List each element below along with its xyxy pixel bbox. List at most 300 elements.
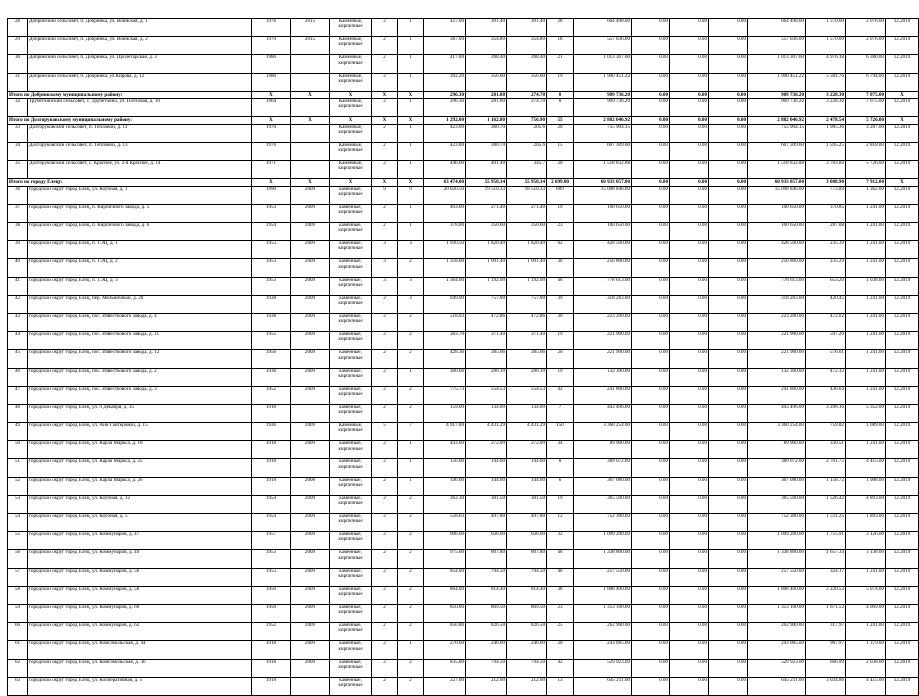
table-cell: 12 (547, 514, 574, 532)
table-cell: 367 080.00 (574, 477, 632, 495)
table-cell: 12.2019 (886, 495, 919, 513)
table-cell: 0.00 (709, 295, 748, 313)
table-cell: 0.00 (670, 295, 709, 313)
table-cell: 0.00 (632, 332, 670, 350)
table-cell: 23 (547, 223, 574, 241)
table-cell: 1 808 400.00 (748, 586, 806, 604)
table-row (8, 37, 919, 55)
table-row (8, 659, 919, 677)
subtotal-cell: X (330, 179, 372, 186)
table-cell: 0.00 (670, 19, 709, 37)
table-cell: 212.60 (466, 677, 507, 695)
table-cell: 664 498.00 (748, 19, 806, 37)
table-cell: 2 (372, 19, 398, 37)
subtotal-label: Итого по Долгоруковскому муниципальному району: (8, 117, 252, 124)
table-cell: 371.40 (466, 332, 507, 350)
table-row (8, 204, 919, 222)
address-cell: городской округ город Елец, пос. Известкового завода, д. 12 (28, 350, 252, 368)
table-cell: 2009 (291, 550, 330, 568)
table-cell: 317.97 (806, 623, 846, 641)
table-cell: 814.40 (466, 586, 507, 604)
table-row (8, 313, 919, 331)
table-row (8, 495, 919, 513)
table-row (8, 477, 919, 495)
table-cell: 12.2019 (886, 586, 919, 604)
table-cell: 0.00 (709, 586, 748, 604)
table-cell (291, 142, 330, 160)
address-cell: Добринский сельсовет, п. Добринка, ул. Пролетарская, д. 3 (28, 55, 252, 73)
table-cell: 15 098 846.00 (574, 186, 632, 204)
table-cell: 428 500.00 (748, 241, 806, 259)
table-cell: 0.00 (670, 259, 709, 277)
table-cell: 3 360 254.00 (574, 423, 632, 441)
table-cell: 0.00 (670, 495, 709, 513)
table-cell: 100 650.00 (748, 204, 806, 222)
table-body (8, 19, 919, 696)
table-cell: 100 650.00 (574, 204, 632, 222)
table-cell: 1 353 100.00 (574, 604, 632, 622)
table-cell: 597.20 (806, 332, 846, 350)
table-cell: каменные, кирпичные (330, 386, 372, 404)
table-cell: 443 496.00 (574, 404, 632, 422)
table-cell: 2 076.00 (846, 37, 886, 55)
table-cell: 1 089.00 (846, 423, 886, 441)
table-cell: 2 (398, 677, 424, 695)
table-cell: 144.00 (466, 459, 507, 477)
subtotal-label: Итого по городу Елецу: (8, 179, 252, 186)
table-cell: 2009 (291, 186, 330, 204)
table-cell: каменные, кирпичные (330, 441, 372, 459)
subtotal-cell: 274.70 (507, 91, 547, 98)
table-cell: 256 800.00 (748, 259, 806, 277)
table-cell: 2 (372, 641, 398, 659)
table-cell: 12.2019 (886, 568, 919, 586)
address-cell: Добринский сельсовет, п. Добринка, ул.Кирова, д. 12 (28, 73, 252, 91)
table-cell: 0.00 (670, 142, 709, 160)
table-cell: 2 (372, 99, 398, 117)
table-cell: 0.00 (632, 55, 670, 73)
table-cell: каменные, кирпичные (330, 368, 372, 386)
row-number-cell: 59 (8, 604, 28, 622)
address-cell: городской округ город Елец, ул. Ани Гайтеровой, д. 15 (28, 423, 252, 441)
table-cell: 271.40 (507, 204, 547, 222)
table-cell: 1 241.00 (846, 368, 886, 386)
table-cell: 3 126.00 (846, 532, 886, 550)
table-cell: 12.2019 (886, 350, 919, 368)
table-cell: 12.2019 (886, 19, 919, 37)
table-cell: 2 220.53 (806, 586, 846, 604)
address-cell: городской округ город Елец, пос. Известкового завода, д. 2 (28, 368, 252, 386)
table-cell: 330.51 (806, 441, 846, 459)
table-cell: 0.00 (632, 161, 670, 179)
subtotal-cell: 60 933 057.00 (574, 179, 632, 186)
table-cell: 2009 (291, 514, 330, 532)
table-cell: 1954 (252, 495, 291, 513)
table-cell: 398.40 (507, 55, 547, 73)
table-cell: 241 800.00 (574, 386, 632, 404)
address-cell: городской округ город Елец, ул. Комсомольская, д. 44 (28, 641, 252, 659)
table-cell: 9 (372, 186, 398, 204)
table-cell: 1 755.91 (806, 532, 846, 550)
address-cell: городской округ город Елец, ул. Коммунаров, д. 62 (28, 623, 252, 641)
table-cell: 1 990 451.22 (748, 73, 806, 91)
table-cell: 2 (398, 586, 424, 604)
table-cell: 2 (372, 550, 398, 568)
subtotal-cell: 1 292.00 (424, 117, 466, 124)
table-cell: 301.50 (466, 495, 507, 513)
table-cell: 497.80 (466, 514, 507, 532)
table-cell: 2 (372, 368, 398, 386)
address-cell: Добринский сельсовет, п. Добринка, ул. Воинская, д. 2 (28, 37, 252, 55)
table-cell: 794.50 (466, 568, 507, 586)
table-cell: 318 283.00 (574, 295, 632, 313)
table-cell: 144.00 (507, 459, 547, 477)
table-cell: 6 (547, 477, 574, 495)
table-cell: 241 800.00 (748, 386, 806, 404)
table-cell: 1 364.00 (424, 277, 466, 295)
table-cell: 2 (398, 550, 424, 568)
table-cell: 300.66 (424, 368, 466, 386)
table-cell: 2 (372, 586, 398, 604)
row-number-cell: 57 (8, 568, 28, 586)
table-cell: 7 (547, 404, 574, 422)
subtotal-cell: 0.00 (670, 179, 709, 186)
table-cell: 0.00 (632, 550, 670, 568)
table-cell: 0.00 (709, 37, 748, 55)
table-cell: 1 192.00 (507, 277, 547, 295)
table-cell: 1 099 200.00 (574, 532, 632, 550)
table-cell: 132 300.00 (748, 368, 806, 386)
table-cell: 1 091.40 (466, 259, 507, 277)
table-cell: 280.10 (507, 368, 547, 386)
table-cell: 0.00 (709, 241, 748, 259)
table-cell: 12.2019 (886, 659, 919, 677)
table-cell: 12.2019 (886, 677, 919, 695)
address-cell: городской округ город Елец, п. ТЭЦ, д. 2 (28, 259, 252, 277)
table-cell: 4 415.00 (846, 459, 886, 477)
table-cell: каменные, кирпичные (330, 532, 372, 550)
subtotal-cell: 0.00 (670, 91, 709, 98)
table-cell: 362.30 (424, 495, 466, 513)
table-cell: 529 923.00 (748, 659, 806, 677)
table-cell: 4 069.00 (846, 604, 886, 622)
table-cell: 3 228.30 (806, 99, 846, 117)
address-cell: городской округ город Елец, пос. Известкового завода, д. 3 (28, 386, 252, 404)
address-cell: городской округ город Елец, ул. Коммунаров, д. 47 (28, 532, 252, 550)
table-cell: 826.50 (507, 623, 547, 641)
table-cell: 3 (372, 277, 398, 295)
table-row (8, 459, 919, 477)
subtotal-cell: 5 726.00 (846, 117, 886, 124)
table-cell: 518.03 (424, 313, 466, 331)
table-cell: 1 988.00 (846, 477, 886, 495)
subtotal-cell: X (398, 117, 424, 124)
table-cell: 949.00 (424, 295, 466, 313)
table-cell: 0.00 (632, 641, 670, 659)
table-cell: 12.2019 (886, 477, 919, 495)
table-cell: 1 (398, 142, 424, 160)
table-cell: 864.00 (424, 586, 466, 604)
table-cell: 6 380.00 (846, 55, 886, 73)
table-cell: 0.00 (670, 604, 709, 622)
table-cell: 0.00 (709, 73, 748, 91)
table-cell: каменные, кирпичные (330, 313, 372, 331)
table-row (8, 677, 919, 695)
table-cell: 12.2019 (886, 277, 919, 295)
table-cell: 1970 (252, 124, 291, 142)
table-cell: 2009 (291, 532, 330, 550)
table-cell: 4 976.18 (806, 55, 846, 73)
table-cell: 1952 (252, 386, 291, 404)
table-cell: 12.2019 (886, 161, 919, 179)
table-cell: 281.80 (466, 99, 507, 117)
table-cell: 2 (372, 532, 398, 550)
table-cell: 2 (372, 604, 398, 622)
table-cell (291, 124, 330, 142)
table-cell: 0.00 (709, 277, 748, 295)
table-cell: 221 900.00 (748, 332, 806, 350)
table-cell: 2009 (291, 277, 330, 295)
table-cell: 4 893.00 (846, 495, 886, 513)
table-cell: 0.00 (632, 514, 670, 532)
table-cell: 1 820.40 (466, 241, 507, 259)
table-cell: 1955 (252, 332, 291, 350)
subtotal-cell: 7 912.00 (846, 179, 886, 186)
table-row (8, 386, 919, 404)
table-cell: 12.2019 (886, 459, 919, 477)
address-cell: городской округ город Елец, ул. Карла Маркса, д. 25 (28, 459, 252, 477)
table-cell: 19 (547, 204, 574, 222)
table-cell: 0.00 (709, 124, 748, 142)
row-number-cell: 61 (8, 641, 28, 659)
table-cell: 759.82 (806, 423, 846, 441)
table-cell: 0.00 (670, 313, 709, 331)
row-number-cell: 62 (8, 659, 28, 677)
table-cell: 0.00 (670, 124, 709, 142)
table-cell: 2 (372, 204, 398, 222)
table-cell: 557 036.00 (748, 37, 806, 55)
table-cell: 370.85 (806, 204, 846, 222)
table-cell: 15 098 846.00 (748, 186, 806, 204)
subtotal-cell: 2 699.00 (547, 179, 574, 186)
table-cell: 1 353 100.00 (748, 604, 806, 622)
subtotal-cell: 909 736.20 (574, 91, 632, 98)
address-cell: Долгоруковский сельсовет, п. Тепловой, д. 11 (28, 124, 252, 142)
table-cell: 12.2019 (886, 204, 919, 222)
table-cell: 0.00 (632, 677, 670, 695)
table-cell: 5 (372, 423, 398, 441)
table-cell: 854.00 (424, 568, 466, 586)
table-cell: 0.00 (670, 73, 709, 91)
table-cell: 262 900.00 (574, 623, 632, 641)
table-cell: 0.00 (670, 404, 709, 422)
table-cell: 287.08 (806, 223, 846, 241)
table-cell (291, 459, 330, 477)
table-cell: 256 800.00 (574, 259, 632, 277)
table-cell: 20 020.50 (424, 186, 466, 204)
row-number-cell: 37 (8, 204, 28, 222)
table-cell: каменные, кирпичные (330, 350, 372, 368)
table-cell: 607 309.60 (748, 142, 806, 160)
table-cell: 398.40 (466, 55, 507, 73)
table-cell: 3 (398, 277, 424, 295)
table-cell: 1953 (252, 241, 291, 259)
table-cell: 1 241.00 (846, 568, 886, 586)
table-cell: 227.00 (424, 677, 466, 695)
table-cell: 12.2019 (886, 368, 919, 386)
table-cell: 20 (547, 350, 574, 368)
table-cell: 1 518 832.88 (574, 161, 632, 179)
table-cell: 1918 (252, 441, 291, 459)
table-cell: каменные, кирпичные (330, 550, 372, 568)
address-cell: городской округ город Елец, ул. Коубная, д. 12 (28, 495, 252, 513)
table-cell: 13 (547, 677, 574, 695)
subtotal-cell: 0.00 (632, 179, 670, 186)
row-number-cell: 56 (8, 550, 28, 568)
table-cell: 0.00 (670, 241, 709, 259)
table-cell: 0.00 (709, 550, 748, 568)
table-cell: 392.20 (424, 73, 466, 91)
table-cell: 25 (547, 623, 574, 641)
table-cell: 0.00 (709, 204, 748, 222)
table-cell: 391.40 (507, 19, 547, 37)
table-cell: 12.2019 (886, 186, 919, 204)
table-cell: 529 923.00 (574, 659, 632, 677)
table-cell: 909 736.20 (748, 99, 806, 117)
table-cell: 34 (547, 441, 574, 459)
table-cell: 1971 (252, 161, 291, 179)
table-cell: 0.00 (709, 19, 748, 37)
table-cell: 2009 (291, 423, 330, 441)
table-cell: 1953 (252, 277, 291, 295)
address-cell: городской округ город Елец, п. ТЭЦ, д. 3 (28, 277, 252, 295)
row-number-cell: 52 (8, 477, 28, 495)
table-cell: каменные, кирпичные (330, 623, 372, 641)
table-cell: 356.60 (466, 73, 507, 91)
subtotal-cell: X (886, 179, 919, 186)
table-row (8, 441, 919, 459)
table-cell: 2 (372, 386, 398, 404)
table-cell: 1 671.53 (806, 604, 846, 622)
address-cell: Долгоруковский сельсовет, п. Тепловой, д. 13 (28, 142, 252, 160)
table-cell: 12.2019 (886, 223, 919, 241)
table-cell: 2 (372, 313, 398, 331)
table-cell: 243 085.00 (748, 641, 806, 659)
table-cell: каменные, кирпичные (330, 259, 372, 277)
table-cell: 46 (547, 550, 574, 568)
table-row (8, 241, 919, 259)
table-cell: 3 (372, 259, 398, 277)
table-cell: 2 (372, 659, 398, 677)
table-cell: 42 (547, 386, 574, 404)
table-cell: 0.00 (670, 623, 709, 641)
table-cell: 2 (398, 386, 424, 404)
table-cell: 196.00 (424, 477, 466, 495)
table-cell: 2 701.75 (806, 459, 846, 477)
row-number-cell: 30 (8, 55, 28, 73)
table-cell: 1990 (252, 186, 291, 204)
table-cell: 576.01 (806, 350, 846, 368)
table-cell: 2 (372, 161, 398, 179)
table-row (8, 641, 919, 659)
table-cell: 0.00 (709, 99, 748, 117)
table-cell: 1 013 307.60 (574, 55, 632, 73)
table-row (8, 532, 919, 550)
table-cell: 2 (398, 259, 424, 277)
subtotal-cell: 3 228.30 (806, 91, 846, 98)
table-cell: 12.2019 (886, 423, 919, 441)
table-cell: 2 (372, 295, 398, 313)
table-cell: Каменные, кирпичные (330, 142, 372, 160)
table-cell: 0.00 (709, 332, 748, 350)
table-cell (291, 677, 330, 695)
table-cell: 0.00 (632, 37, 670, 55)
table-cell: 2009 (291, 241, 330, 259)
row-number-cell: 33 (8, 124, 28, 142)
table-cell: 212.60 (507, 677, 547, 695)
table-cell: 975.00 (424, 550, 466, 568)
table-cell: 0.00 (632, 124, 670, 142)
subtotal-cell: 296.30 (424, 91, 466, 98)
table-cell: 89 900.00 (748, 441, 806, 459)
address-cell: городской округ город Елец, ул. Комсомольская, д. 36 (28, 659, 252, 677)
subtotal-cell: 3 088.90 (806, 179, 846, 186)
table-cell: 28 (547, 19, 574, 37)
table-cell: 12.2019 (886, 441, 919, 459)
table-cell: 1970 (252, 37, 291, 55)
table-cell: 850.80 (424, 604, 466, 622)
subtotal-cell: X (330, 91, 372, 98)
table-cell: Каменные, кирпичные (330, 124, 372, 142)
subtotal-cell: 0.00 (709, 117, 748, 124)
subtotal-label: Итого по Добринскому муниципальному району: (8, 91, 252, 98)
table-cell: каменные, кирпичные (330, 586, 372, 604)
table-row (8, 514, 919, 532)
table-cell: 30 (547, 313, 574, 331)
table-cell: 0.00 (709, 386, 748, 404)
table-cell (291, 99, 330, 117)
table-cell: 1 241.00 (846, 295, 886, 313)
table-cell: 1918 (252, 659, 291, 677)
table-cell: 0.00 (670, 477, 709, 495)
table-cell: 0.00 (670, 332, 709, 350)
table-cell: 280.10 (466, 368, 507, 386)
table-cell: 0.00 (670, 659, 709, 677)
table-cell: 318 283.00 (748, 295, 806, 313)
table-cell: 1 038.00 (846, 277, 886, 295)
table-cell: 1 (398, 37, 424, 55)
table-cell: 443.00 (424, 441, 466, 459)
table-cell: 243 085.00 (574, 641, 632, 659)
table-cell: 7 (398, 423, 424, 441)
table-cell: каменные, кирпичные (330, 568, 372, 586)
table-cell: 1 241.00 (846, 386, 886, 404)
table-row (8, 124, 919, 142)
table-cell: 221 900.00 (748, 350, 806, 368)
table-cell: 0.00 (632, 586, 670, 604)
table-cell: 0.00 (670, 223, 709, 241)
table-cell: 2 (372, 142, 398, 160)
table-cell: 906.00 (424, 532, 466, 550)
table-cell: 246.00 (466, 641, 507, 659)
table-cell: 205.6 (507, 142, 547, 160)
table-cell: 0.00 (632, 532, 670, 550)
table-cell: каменные, кирпичные (330, 204, 372, 222)
table-cell: 1918 (252, 459, 291, 477)
table-cell: 371.40 (507, 332, 547, 350)
table-cell: 1 820.40 (507, 241, 547, 259)
table-cell: каменные, кирпичные (330, 295, 372, 313)
